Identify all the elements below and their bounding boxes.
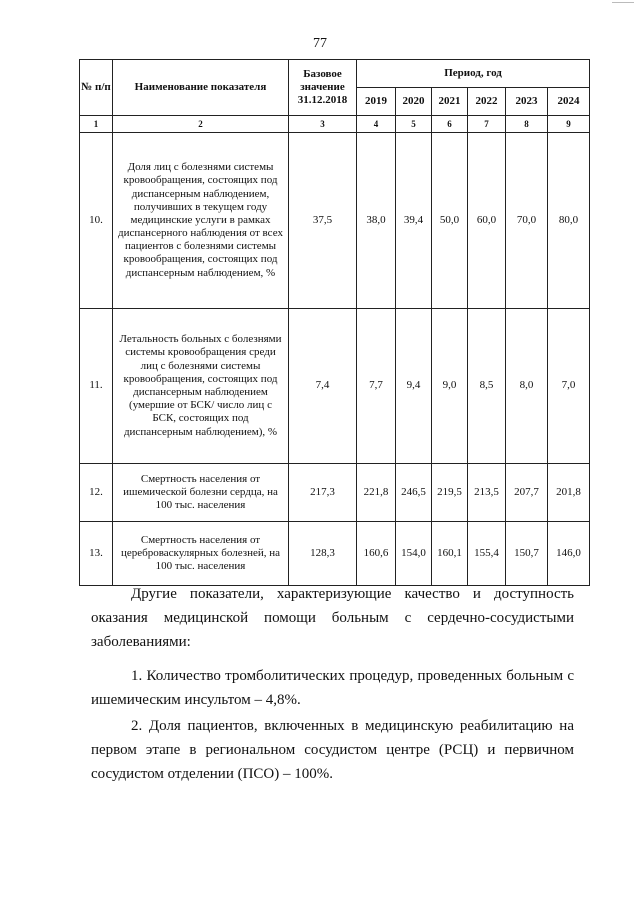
row-value: 50,0 xyxy=(432,133,468,309)
row-value: 80,0 xyxy=(548,133,590,309)
row-value: 201,8 xyxy=(548,464,590,522)
row-value: 7,0 xyxy=(548,309,590,464)
corner-mark xyxy=(612,2,634,3)
other-indicators-text: Другие показатели, характеризующие качество и доступность оказания медицинской помощи больным с сердечно-сосудистыми заболеваниями: xyxy=(91,586,574,650)
row-base: 37,5 xyxy=(289,133,357,309)
indicator-item-1-text: 1. Количество тромболитических процедур, проведенных больным с ишемическим инсультом – 4,8%. xyxy=(91,668,574,708)
header-period: Период, год xyxy=(357,60,590,88)
row-num: 12. xyxy=(80,464,113,522)
table-row xyxy=(80,309,590,464)
row-name: Смертность населения от цереброваскулярных болезней, на 100 тыс. населения xyxy=(113,522,289,586)
page-number: 77 xyxy=(313,36,327,51)
row-base: 217,3 xyxy=(289,464,357,522)
row-value: 154,0 xyxy=(396,522,432,586)
header-num: № п/п xyxy=(80,60,113,116)
row-value: 38,0 xyxy=(357,133,396,309)
column-index: 5 xyxy=(396,116,432,133)
row-value: 150,7 xyxy=(506,522,548,586)
row-value: 9,0 xyxy=(432,309,468,464)
row-value: 155,4 xyxy=(468,522,506,586)
indicator-item-1 xyxy=(91,664,574,712)
column-index: 3 xyxy=(289,116,357,133)
column-index: 7 xyxy=(468,116,506,133)
row-value: 8,0 xyxy=(506,309,548,464)
row-name: Смертность населения от ишемической болезни сердца, на 100 тыс. населения xyxy=(113,464,289,522)
row-value: 160,6 xyxy=(357,522,396,586)
column-index: 8 xyxy=(506,116,548,133)
row-value: 9,4 xyxy=(396,309,432,464)
row-value: 39,4 xyxy=(396,133,432,309)
header-year: 2023 xyxy=(506,88,548,116)
indicator-item-2 xyxy=(91,714,574,786)
indicators-table xyxy=(79,59,590,586)
row-base: 128,3 xyxy=(289,522,357,586)
table-row xyxy=(80,522,590,586)
column-index: 2 xyxy=(113,116,289,133)
row-value: 219,5 xyxy=(432,464,468,522)
row-value: 146,0 xyxy=(548,522,590,586)
row-value: 160,1 xyxy=(432,522,468,586)
table-row xyxy=(80,464,590,522)
row-num: 13. xyxy=(80,522,113,586)
row-value: 7,7 xyxy=(357,309,396,464)
header-base: Базовое значение 31.12.2018 xyxy=(289,60,357,116)
table-row xyxy=(80,133,590,309)
header-year: 2022 xyxy=(468,88,506,116)
column-index: 9 xyxy=(548,116,590,133)
row-num: 10. xyxy=(80,133,113,309)
header-name: Наименование показателя xyxy=(113,60,289,116)
column-index: 1 xyxy=(80,116,113,133)
column-index: 4 xyxy=(357,116,396,133)
table-header-row xyxy=(80,60,590,88)
row-num: 11. xyxy=(80,309,113,464)
row-value: 213,5 xyxy=(468,464,506,522)
row-value: 246,5 xyxy=(396,464,432,522)
header-year: 2019 xyxy=(357,88,396,116)
header-year: 2021 xyxy=(432,88,468,116)
other-indicators-paragraph xyxy=(91,582,574,654)
header-year: 2024 xyxy=(548,88,590,116)
row-value: 8,5 xyxy=(468,309,506,464)
row-name: Летальность больных с болезнями системы кровообращения среди лиц с болезнями системы кровообращения, состоящих под диспансерным наблюдением (умершие от БСК/ число лиц с БСК, состоящих под диспансерным наблюдением), % xyxy=(113,309,289,464)
column-index-row xyxy=(80,116,590,133)
row-name: Доля лиц с болезнями системы кровообращения, состоящих под диспансерным наблюдением, получивших в текущем году медицинские услуги в рамках диспансерного наблюдения от всех пациентов с болезнями системы кровообращения, состоящих под диспансерным наблюдением, % xyxy=(113,133,289,309)
row-value: 60,0 xyxy=(468,133,506,309)
column-index: 6 xyxy=(432,116,468,133)
row-value: 70,0 xyxy=(506,133,548,309)
header-year: 2020 xyxy=(396,88,432,116)
row-base: 7,4 xyxy=(289,309,357,464)
row-value: 221,8 xyxy=(357,464,396,522)
indicator-item-2-text: 2. Доля пациентов, включенных в медицинскую реабилитацию на первом этапе в региональном сосудистом центре (РСЦ) и первичном сосудистом отделении (ПСО) – 100%. xyxy=(91,718,574,782)
row-value: 207,7 xyxy=(506,464,548,522)
